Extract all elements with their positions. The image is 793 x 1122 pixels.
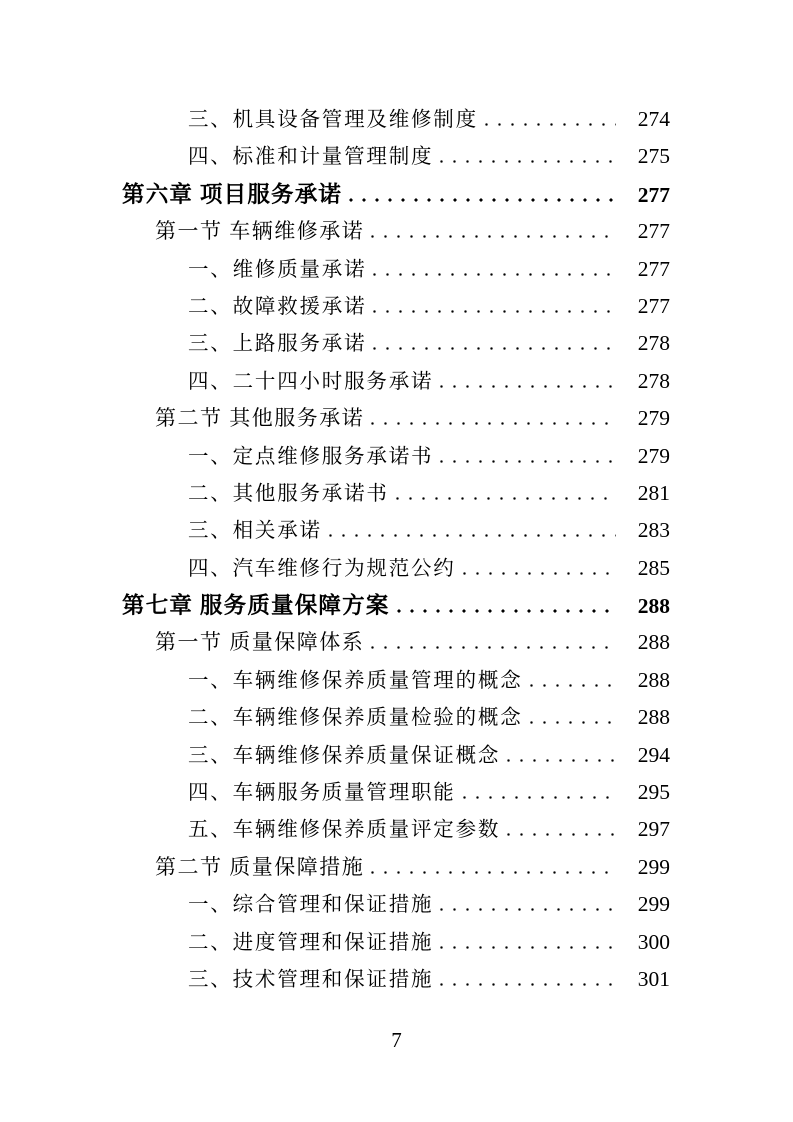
toc-entry-label: 三、相关承诺 bbox=[188, 520, 322, 543]
toc-entry-page: 285 bbox=[637, 555, 670, 580]
toc-entry[interactable] bbox=[0, 886, 793, 923]
toc-entry-page: 288 bbox=[637, 630, 670, 655]
dot-leader bbox=[530, 684, 617, 687]
toc-entry-label: 二、其他服务承诺书 bbox=[188, 482, 389, 505]
toc-entry[interactable] bbox=[0, 251, 793, 288]
dot-leader bbox=[349, 198, 616, 202]
toc-entry[interactable] bbox=[0, 774, 793, 811]
toc-entry-label: 三、上路服务承诺 bbox=[188, 333, 367, 356]
toc-entry-label: 一、维修质量承诺 bbox=[188, 258, 367, 281]
dot-leader bbox=[373, 310, 616, 313]
dot-leader bbox=[463, 796, 616, 799]
toc-entry-label: 第二节 质量保障措施 bbox=[155, 854, 365, 879]
toc-entry[interactable] bbox=[0, 475, 793, 512]
toc-entry[interactable] bbox=[0, 363, 793, 400]
toc-entry-label: 四、车辆服务质量管理职能 bbox=[188, 782, 456, 805]
dot-leader bbox=[507, 833, 616, 836]
toc-entry-label: 第一节 质量保障体系 bbox=[155, 630, 365, 655]
toc-entry[interactable] bbox=[0, 924, 793, 961]
toc-entry[interactable] bbox=[0, 587, 793, 624]
table-of-contents bbox=[0, 101, 793, 998]
toc-entry-page: 275 bbox=[637, 144, 670, 169]
toc-entry-label: 四、汽车维修行为规范公约 bbox=[188, 557, 456, 580]
toc-entry[interactable] bbox=[0, 213, 793, 250]
toc-entry[interactable] bbox=[0, 624, 793, 661]
toc-entry-label: 三、技术管理和保证措施 bbox=[188, 968, 434, 991]
toc-entry[interactable] bbox=[0, 138, 793, 175]
dot-leader bbox=[397, 609, 616, 613]
toc-entry[interactable] bbox=[0, 176, 793, 213]
toc-entry-page: 301 bbox=[637, 966, 670, 991]
toc-entry[interactable] bbox=[0, 288, 793, 325]
toc-entry[interactable] bbox=[0, 400, 793, 437]
page-number-footer: 7 bbox=[391, 1028, 402, 1052]
toc-entry-page: 277 bbox=[637, 293, 670, 318]
toc-entry-page: 283 bbox=[637, 518, 670, 543]
toc-entry-page: 299 bbox=[637, 854, 670, 879]
dot-leader bbox=[440, 908, 616, 911]
toc-entry-label: 三、机具设备管理及维修制度 bbox=[188, 109, 478, 131]
dot-leader bbox=[440, 385, 616, 388]
toc-entry-label: 第二节 其他服务承诺 bbox=[155, 406, 365, 431]
dot-leader bbox=[396, 497, 616, 500]
dot-leader bbox=[463, 572, 616, 575]
toc-entry-page: 277 bbox=[637, 256, 670, 281]
toc-entry-label: 一、车辆维修保养质量管理的概念 bbox=[188, 669, 523, 692]
toc-entry-label: 四、二十四小时服务承诺 bbox=[188, 370, 434, 393]
dot-leader bbox=[440, 983, 616, 986]
toc-entry[interactable] bbox=[0, 550, 793, 587]
toc-entry-page: 297 bbox=[637, 817, 670, 842]
toc-entry[interactable] bbox=[0, 811, 793, 848]
dot-leader bbox=[440, 460, 616, 463]
dot-leader bbox=[329, 534, 616, 537]
toc-entry-page: 277 bbox=[637, 219, 670, 244]
toc-entry-page: 278 bbox=[637, 368, 670, 393]
toc-entry-label: 一、定点维修服务承诺书 bbox=[188, 445, 434, 468]
toc-entry-page: 288 bbox=[637, 667, 670, 692]
toc-entry-label: 第一节 车辆维修承诺 bbox=[155, 219, 365, 244]
toc-entry-label: 五、车辆维修保养质量评定参数 bbox=[188, 819, 501, 842]
dot-leader bbox=[485, 123, 616, 126]
dot-leader bbox=[530, 721, 617, 724]
toc-entry-page: 281 bbox=[637, 480, 670, 505]
toc-entry-label: 第七章 服务质量保障方案 bbox=[122, 593, 390, 619]
toc-entry-page: 279 bbox=[637, 443, 670, 468]
toc-entry-page: 294 bbox=[637, 742, 670, 767]
dot-leader bbox=[507, 759, 616, 762]
toc-entry-page: 288 bbox=[637, 594, 670, 619]
toc-entry-page: 279 bbox=[637, 406, 670, 431]
toc-entry-page: 288 bbox=[637, 705, 670, 730]
toc-entry[interactable] bbox=[0, 849, 793, 886]
toc-entry-page: 299 bbox=[637, 892, 670, 917]
toc-entry[interactable] bbox=[0, 325, 793, 362]
toc-entry-page: 274 bbox=[637, 107, 670, 131]
dot-leader bbox=[371, 646, 616, 649]
toc-entry[interactable] bbox=[0, 699, 793, 736]
dot-leader bbox=[371, 422, 616, 425]
toc-entry[interactable] bbox=[0, 101, 793, 138]
toc-entry-label: 三、车辆维修保养质量保证概念 bbox=[188, 744, 501, 767]
toc-entry-label: 一、综合管理和保证措施 bbox=[188, 894, 434, 917]
toc-entry-page: 277 bbox=[637, 182, 670, 207]
dot-leader bbox=[373, 347, 616, 350]
dot-leader bbox=[440, 946, 616, 949]
toc-entry[interactable] bbox=[0, 438, 793, 475]
toc-entry[interactable] bbox=[0, 737, 793, 774]
toc-entry-label: 第六章 项目服务承诺 bbox=[122, 181, 343, 207]
toc-entry-label: 二、车辆维修保养质量检验的概念 bbox=[188, 707, 523, 730]
dot-leader bbox=[371, 871, 616, 874]
dot-leader bbox=[440, 160, 616, 163]
toc-entry[interactable] bbox=[0, 512, 793, 549]
toc-entry[interactable] bbox=[0, 961, 793, 998]
toc-entry-page: 300 bbox=[637, 929, 670, 954]
toc-entry-label: 二、故障救援承诺 bbox=[188, 295, 367, 318]
toc-entry-label: 二、进度管理和保证措施 bbox=[188, 931, 434, 954]
toc-entry-page: 278 bbox=[637, 331, 670, 356]
toc-entry[interactable] bbox=[0, 662, 793, 699]
dot-leader bbox=[373, 273, 616, 276]
toc-entry-label: 四、标准和计量管理制度 bbox=[188, 146, 434, 169]
toc-entry-page: 295 bbox=[637, 780, 670, 805]
dot-leader bbox=[371, 235, 616, 238]
